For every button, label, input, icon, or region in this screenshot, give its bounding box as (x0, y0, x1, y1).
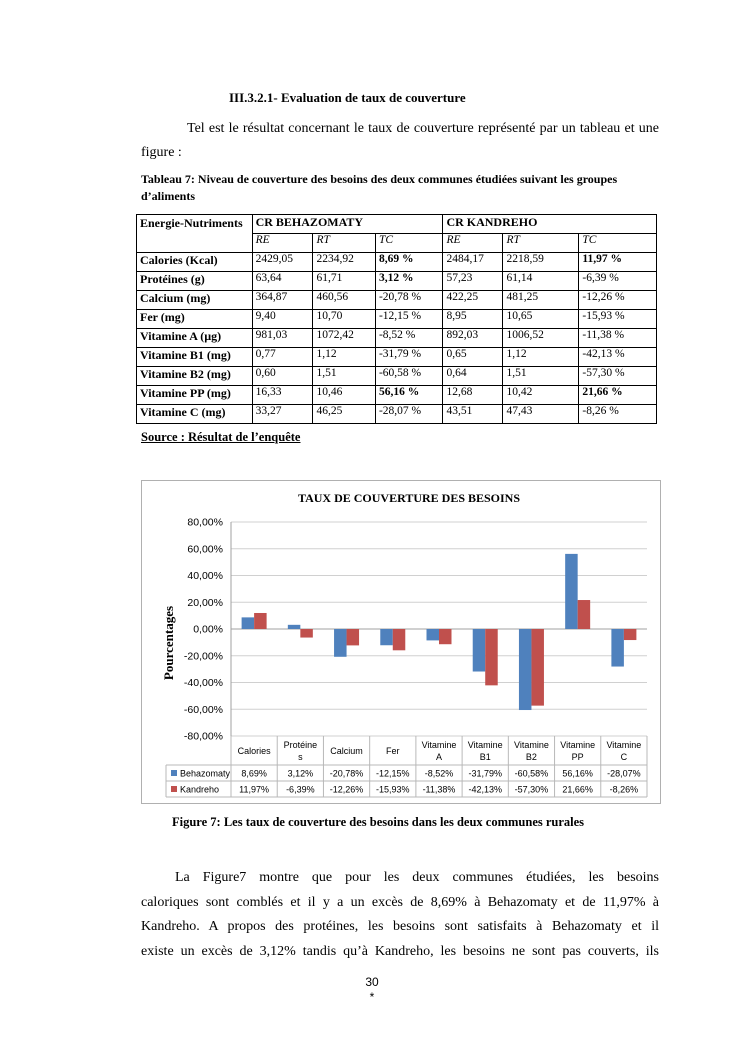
category-label: C (620, 752, 628, 762)
table-cell: 481,25 (503, 291, 579, 310)
row-label: Protéines (g) (137, 272, 253, 291)
table-row (137, 291, 657, 310)
bar-behazomaty-0 (242, 617, 255, 629)
table-cell: -12,26 % (579, 291, 657, 310)
section-heading: III.3.2.1- Evaluation de taux de couverture (229, 90, 466, 105)
intro-paragraph: Tel est le résultat concernant le taux de couverture représenté par un tableau et une figure : (141, 121, 659, 160)
row-label: Vitamine A (µg) (137, 329, 253, 348)
table-cell: 0,65 (443, 348, 503, 367)
table-cell: -42,13 % (579, 348, 657, 367)
category-label: Calcium (330, 746, 363, 756)
y-tick-label: 60,00% (187, 543, 223, 556)
data-label: -20,78% (329, 768, 364, 779)
table-cell: 61,14 (503, 272, 579, 291)
table-cell: 2429,05 (252, 253, 313, 272)
data-label: 21,66% (562, 784, 593, 795)
bar-behazomaty-7 (565, 554, 578, 629)
table-cell: 10,65 (503, 310, 579, 329)
table-cell: 1006,52 (503, 329, 579, 348)
table-cell: -57,30 % (579, 367, 657, 386)
page-mark: * (369, 990, 375, 1004)
bar-kandreho-2 (347, 629, 360, 645)
table-cell: 364,87 (252, 291, 313, 310)
data-label: -31,79% (468, 768, 502, 779)
data-label: -15,93% (376, 784, 410, 795)
bar-kandreho-1 (300, 629, 313, 638)
table-cell: 8,95 (443, 310, 503, 329)
row-label: Vitamine B1 (mg) (137, 348, 253, 367)
category-label: Vitamine (514, 740, 549, 750)
bar-behazomaty-8 (611, 629, 624, 667)
legend-swatch-behazomaty (171, 770, 177, 776)
category-label: B2 (525, 752, 537, 762)
legend-label-kandreho: Kandreho (180, 784, 220, 795)
table-cell: -28,07 % (375, 405, 442, 424)
table-row (137, 386, 657, 405)
table-cell: 1,51 (503, 367, 579, 386)
row-label: Fer (mg) (137, 310, 253, 329)
data-label: -11,38% (422, 784, 456, 795)
category-label: Protéine (283, 740, 318, 750)
table-cell: 43,51 (443, 405, 503, 424)
table-row (137, 272, 657, 291)
y-tick-label: 40,00% (187, 570, 223, 582)
table-cell: 33,27 (252, 405, 313, 424)
conclusion-paragraph (141, 866, 659, 964)
category-label: Vitamine (467, 740, 503, 750)
table-cell: 10,70 (313, 310, 376, 329)
table-cell: 0,60 (252, 367, 313, 386)
category-label: Calories (237, 746, 271, 756)
bar-behazomaty-2 (334, 629, 347, 657)
table-cell: 2218,59 (503, 253, 579, 272)
category-label: Vitamine (606, 740, 642, 750)
table-body (137, 253, 657, 424)
data-label: 3,12% (287, 768, 314, 779)
y-tick-label: -80,00% (183, 730, 223, 743)
table-cell: 56,16 % (375, 386, 442, 405)
bar-kandreho-5 (485, 629, 498, 685)
table-cell: -20,78 % (375, 291, 442, 310)
bar-behazomaty-3 (380, 629, 393, 645)
y-tick-label: -40,00% (183, 677, 223, 689)
chart-title: TAUX DE COUVERTURE DES BESOINS (297, 491, 521, 505)
row-label: Vitamine B2 (mg) (137, 367, 253, 386)
y-tick-label: 80,00% (187, 516, 223, 529)
data-label: -57,30% (514, 784, 549, 795)
table-cell: 892,03 (443, 329, 503, 348)
table-row (137, 253, 657, 272)
category-label: s (298, 752, 303, 762)
category-label: A (435, 752, 443, 762)
legend-swatch-kandreho (171, 786, 177, 792)
nutrient-table (136, 214, 657, 424)
y-axis-label: Pourcentages (161, 605, 176, 681)
table-corner-label: Energie-Nutriments (137, 215, 253, 253)
table-cell: -31,79 % (375, 348, 442, 367)
table-cell: 8,69 % (375, 253, 442, 272)
bar-behazomaty-1 (288, 625, 301, 629)
table-row (137, 367, 657, 386)
conclusion-line: La Figure7 montre que pour les deux communes étudiées, les besoins (175, 870, 659, 885)
subheader-tc-behazomaty: TC (375, 234, 442, 253)
conclusion-line: existe un excès de 3,12% tandis qu’à Kandreho, les besoins ne sont pas couverts, ils (141, 943, 659, 959)
category-label: B1 (479, 752, 491, 762)
subheader-rt-behazomaty: RT (313, 234, 376, 253)
data-label: -12,26% (329, 784, 364, 795)
table-cell: 10,46 (313, 386, 376, 405)
bar-kandreho-4 (439, 629, 452, 644)
table-cell: 2234,92 (313, 253, 376, 272)
page-number: 30 (365, 975, 379, 989)
bar-behazomaty-4 (427, 629, 440, 640)
category-label: Fer (386, 746, 400, 756)
table-cell: 2484,17 (443, 253, 503, 272)
table-cell: 12,68 (443, 386, 503, 405)
data-label: 56,16% (562, 768, 593, 779)
table-cell: -15,93 % (579, 310, 657, 329)
table-cell: 3,12 % (375, 272, 442, 291)
table-cell: 9,40 (252, 310, 313, 329)
table-cell: -11,38 % (579, 329, 657, 348)
conclusion-line: caloriques sont comblés et il y a un excès de 8,69% à Behazomaty et de 11,97% à (141, 894, 659, 910)
table-cell: 422,25 (443, 291, 503, 310)
bar-kandreho-7 (578, 600, 591, 629)
table-cell: 1,51 (313, 367, 376, 386)
table-cell: -8,26 % (579, 405, 657, 424)
y-tick-label: 20,00% (187, 596, 223, 609)
table-caption: Tableau 7: Niveau de couverture des besoins des deux communes étudiées suivant les groupes d’aliments (141, 172, 618, 203)
row-label: Vitamine C (mg) (137, 405, 253, 424)
category-label: Vitamine (560, 740, 596, 750)
data-label: 11,97% (239, 784, 270, 795)
subheader-re-kandreho: RE (443, 234, 503, 253)
table-cell: 46,25 (313, 405, 376, 424)
table-row (137, 310, 657, 329)
chart-container (141, 480, 661, 804)
data-label: 8,69% (241, 768, 267, 779)
table-cell: -60,58 % (375, 367, 442, 386)
row-label: Calcium (mg) (137, 291, 253, 310)
table-cell: 0,77 (252, 348, 313, 367)
y-tick-label: -60,00% (183, 703, 223, 716)
bar-kandreho-0 (254, 613, 267, 629)
subheader-rt-kandreho: RT (503, 234, 579, 253)
table-cell: 47,43 (503, 405, 579, 424)
table-cell: -6,39 % (579, 272, 657, 291)
bar-behazomaty-5 (473, 629, 486, 672)
table-cell: 16,33 (252, 386, 313, 405)
table-cell: 1,12 (313, 348, 376, 367)
data-label: -42,13% (468, 784, 502, 795)
bar-kandreho-3 (393, 629, 406, 650)
table-cell: -12,15 % (375, 310, 442, 329)
data-label: -6,39% (286, 784, 315, 795)
subheader-tc-kandreho: TC (579, 234, 657, 253)
table-cell: 10,42 (503, 386, 579, 405)
row-label: Calories (Kcal) (137, 253, 253, 272)
category-label: PP (571, 752, 584, 762)
table-cell: 981,03 (252, 329, 313, 348)
conclusion-line: Kandreho. A propos des protéines, les besoins sont satisfaits à Behazomaty et il (141, 919, 659, 935)
data-label: -8,26% (609, 784, 639, 795)
bar-behazomaty-6 (519, 629, 532, 710)
figure-caption: Figure 7: Les taux de couverture des besoins dans les deux communes rurales (172, 815, 585, 829)
data-label: -28,07% (607, 768, 641, 779)
row-label: Vitamine PP (mg) (137, 386, 253, 405)
table-row (137, 348, 657, 367)
table-source: Source : Résultat de l’enquête (141, 430, 301, 444)
table-cell: 11,97 % (579, 253, 657, 272)
table-cell: 63,64 (252, 272, 313, 291)
table-cell: 61,71 (313, 272, 376, 291)
y-tick-label: 0,00% (193, 623, 223, 636)
table-row (137, 329, 657, 348)
table-cell: 57,23 (443, 272, 503, 291)
subheader-re-behazomaty: RE (252, 234, 313, 253)
table-row (137, 405, 657, 424)
category-label: Vitamine (421, 740, 457, 750)
table-cell: 0,64 (443, 367, 503, 386)
group-header-behazomaty: CR BEHAZOMATY (252, 215, 443, 234)
data-label: -12,15% (376, 768, 410, 779)
table-cell: 21,66 % (579, 386, 657, 405)
table-cell: 1072,42 (313, 329, 376, 348)
data-label: -60,58% (514, 768, 549, 779)
table-cell: -8,52 % (375, 329, 442, 348)
table-cell: 1,12 (503, 348, 579, 367)
data-label: -8,52% (424, 768, 454, 779)
table-cell: 460,56 (313, 291, 376, 310)
y-tick-label: -20,00% (183, 650, 223, 663)
coverage-chart (142, 481, 660, 803)
bar-kandreho-8 (624, 629, 637, 640)
group-header-kandreho: CR KANDREHO (443, 215, 657, 234)
legend-label-behazomaty: Behazomaty (180, 768, 231, 779)
bar-kandreho-6 (531, 629, 544, 706)
